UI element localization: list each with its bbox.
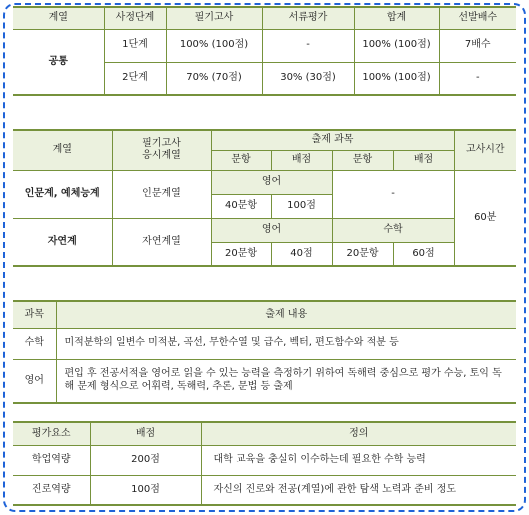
header-points: 배점 <box>90 422 201 445</box>
header-definition: 정의 <box>201 422 516 445</box>
cell: - <box>262 29 354 62</box>
header-total: 합계 <box>354 7 439 29</box>
exam-subjects-table <box>13 129 516 267</box>
cell: 20문항 <box>332 242 393 266</box>
header-points: 배점 <box>393 150 454 170</box>
subject-math: 수학 <box>332 218 454 242</box>
cell-empty: - <box>332 170 454 218</box>
content-english: 편입 후 전공서적을 영어로 읽을 수 있는 능력을 측정하기 위하여 독해력 중심으로 평가 수능, 토익 독해 문제 형식으로 어휘력, 독해력, 추론, 문법 등 출제 <box>56 359 516 403</box>
subject-english: 영어 <box>13 359 56 403</box>
header-written-exam: 필기고사 <box>166 7 262 29</box>
cell: 60점 <box>393 242 454 266</box>
header-element: 평가요소 <box>13 422 90 445</box>
cell: 100% (100점) <box>166 29 262 62</box>
group-common: 공통 <box>13 29 104 95</box>
header-exam-series: 필기고사 응시계열 <box>112 130 211 170</box>
header-questions: 문항 <box>332 150 393 170</box>
exam-series-science: 자연계열 <box>112 218 211 266</box>
element-academic: 학업역량 <box>13 445 90 475</box>
subject-english: 영어 <box>211 170 332 194</box>
definition-career: 자신의 진로와 전공(계열)에 관한 탐색 노력과 준비 정도 <box>201 475 516 505</box>
cell: 100점 <box>271 194 332 218</box>
subject-math: 수학 <box>13 328 56 359</box>
header-series: 계열 <box>13 7 104 29</box>
cell: - <box>439 62 516 95</box>
header-content: 출제 내용 <box>56 301 516 328</box>
cell: 20문항 <box>211 242 271 266</box>
points-career: 100점 <box>90 475 201 505</box>
series-science: 자연계 <box>13 218 112 266</box>
content-math: 미적분학의 일변수 미적분, 곡선, 무한수열 및 급수, 벡터, 편도함수와 적분 등 <box>56 328 516 359</box>
points-academic: 200점 <box>90 445 201 475</box>
header-points: 배점 <box>271 150 332 170</box>
header-document-review: 서류평가 <box>262 7 354 29</box>
header-series: 계열 <box>13 130 112 170</box>
cell: 100% (100점) <box>354 62 439 95</box>
selection-stage-table <box>13 6 516 96</box>
series-humanities: 인문계, 예체능계 <box>13 170 112 218</box>
cell: 7배수 <box>439 29 516 62</box>
cell: 40문항 <box>211 194 271 218</box>
header-subject: 과목 <box>13 301 56 328</box>
exam-time: 60분 <box>454 170 516 266</box>
cell: 1단계 <box>104 29 166 62</box>
definition-academic: 대학 교육을 충실히 이수하는데 필요한 수학 능력 <box>201 445 516 475</box>
header-exam-time: 고사시간 <box>454 130 516 170</box>
cell: 2단계 <box>104 62 166 95</box>
document-evaluation-table <box>13 421 516 506</box>
cell: 100% (100점) <box>354 29 439 62</box>
cell: 40점 <box>271 242 332 266</box>
subject-english: 영어 <box>211 218 332 242</box>
element-career: 진로역량 <box>13 475 90 505</box>
exam-content-table <box>13 300 516 404</box>
exam-series-humanities: 인문계열 <box>112 170 211 218</box>
cell: 70% (70점) <box>166 62 262 95</box>
header-selection-multiple: 선발배수 <box>439 7 516 29</box>
header-questions: 문항 <box>211 150 271 170</box>
cell: 30% (30점) <box>262 62 354 95</box>
header-subjects: 출제 과목 <box>211 130 454 150</box>
header-stage: 사정단계 <box>104 7 166 29</box>
